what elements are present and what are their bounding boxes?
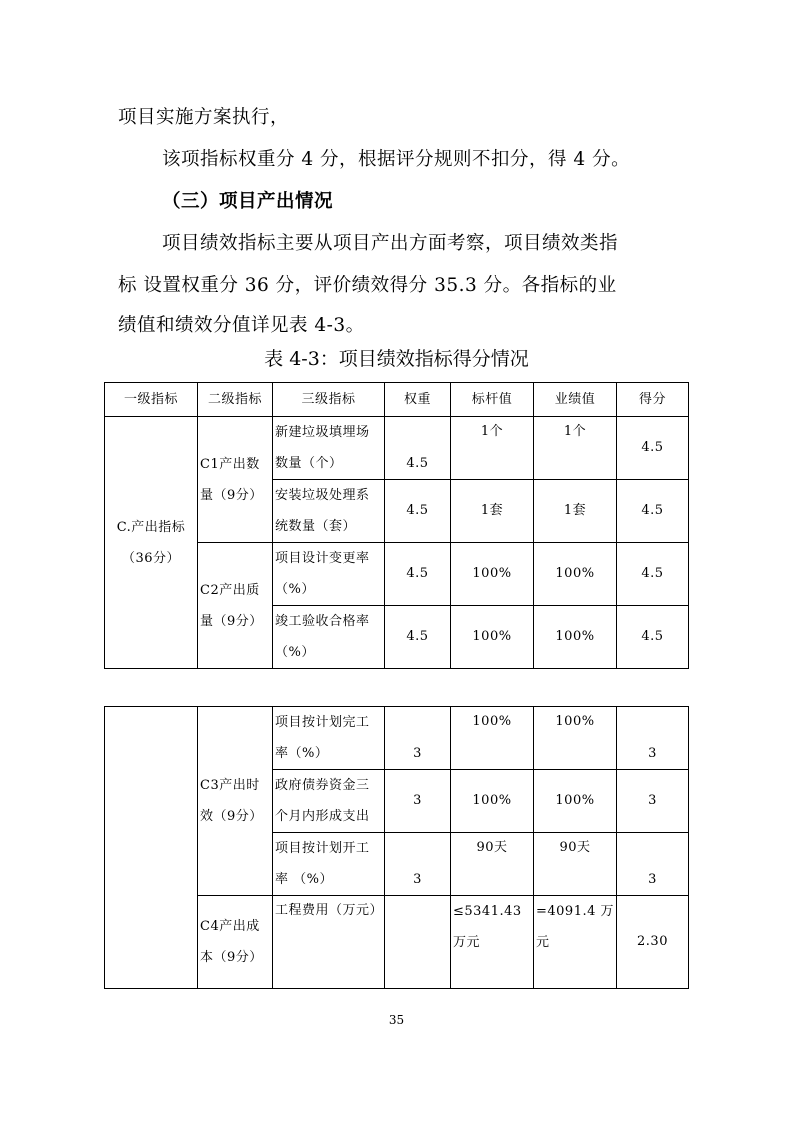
page-number: 35 xyxy=(388,1013,405,1027)
level3-indicator: 项目按计划完工率（%） xyxy=(273,707,385,770)
weight-value: 3 xyxy=(385,833,451,896)
score-value: 3 xyxy=(617,770,689,833)
paragraph-line: 该项指标权重分 4 分，根据评分规则不扣分，得 4 分。 xyxy=(162,149,631,170)
score-value: 4.5 xyxy=(617,606,689,669)
actual-value: 100% xyxy=(534,543,617,606)
benchmark-value: 100% xyxy=(451,606,534,669)
table-header-row xyxy=(105,383,689,417)
table-row xyxy=(105,417,689,480)
score-value: 4.5 xyxy=(617,480,689,543)
benchmark-value: ≤5341.43万元 xyxy=(451,896,534,989)
actual-value: 1套 xyxy=(534,480,617,543)
actual-value: 1个 xyxy=(534,417,617,480)
level3-indicator: 政府债券资金三个月内形成支出 xyxy=(273,770,385,833)
paragraph-line: 标 设置权重分 36 分，评价绩效得分 35.3 分。各指标的业 xyxy=(118,275,617,296)
level1-indicator: C.产出指标（36分） xyxy=(105,417,198,669)
paragraph-line: 项目实施方案执行， xyxy=(118,107,290,128)
level1-indicator-continued xyxy=(105,707,198,989)
header-level3: 三级指标 xyxy=(273,383,385,417)
weight-value: 3 xyxy=(385,707,451,770)
actual-value: 100% xyxy=(534,770,617,833)
header-weight: 权重 xyxy=(385,383,451,417)
header-actual: 业绩值 xyxy=(534,383,617,417)
score-value: 4.5 xyxy=(617,417,689,480)
score-value: 3 xyxy=(617,833,689,896)
benchmark-value: 100% xyxy=(451,543,534,606)
actual-value: 100% xyxy=(534,606,617,669)
benchmark-value: 100% xyxy=(451,770,534,833)
score-value: 2.30 xyxy=(617,896,689,989)
table-caption: 表 4-3：项目绩效指标得分情况 xyxy=(264,348,529,370)
level2-indicator: C1产出数量（9分） xyxy=(198,417,273,543)
benchmark-value: 1个 xyxy=(451,417,534,480)
actual-value: =4091.4 万元 xyxy=(534,896,617,989)
paragraph-line: 项目绩效指标主要从项目产出方面考察，项目绩效类指 xyxy=(162,233,619,254)
header-level1: 一级指标 xyxy=(105,383,198,417)
actual-value: 90天 xyxy=(534,833,617,896)
weight-value: 3 xyxy=(385,770,451,833)
benchmark-value: 1套 xyxy=(451,480,534,543)
score-value: 4.5 xyxy=(617,543,689,606)
weight-value xyxy=(385,896,451,989)
weight-value: 4.5 xyxy=(385,606,451,669)
weight-value: 4.5 xyxy=(385,543,451,606)
level3-indicator: 项目设计变更率（%） xyxy=(273,543,385,606)
benchmark-value: 100% xyxy=(451,707,534,770)
actual-value: 100% xyxy=(534,707,617,770)
weight-value: 4.5 xyxy=(385,480,451,543)
paragraph-line: 绩值和绩效分值详见表 4-3。 xyxy=(118,315,365,336)
score-table-part-1 xyxy=(104,382,689,669)
level3-indicator: 新建垃圾填埋场数量（个） xyxy=(273,417,385,480)
weight-value: 4.5 xyxy=(385,417,451,480)
header-score: 得分 xyxy=(617,383,689,417)
level2-indicator: C3产出时效（9分） xyxy=(198,707,273,896)
level2-indicator: C4产出成本（9分） xyxy=(198,896,273,989)
level3-indicator: 安装垃圾处理系统数量（套） xyxy=(273,480,385,543)
level2-indicator: C2产出质量（9分） xyxy=(198,543,273,669)
level3-indicator: 竣工验收合格率（%） xyxy=(273,606,385,669)
header-benchmark: 标杆值 xyxy=(451,383,534,417)
header-level2: 二级指标 xyxy=(198,383,273,417)
section-heading: （三）项目产出情况 xyxy=(162,191,334,212)
table-row xyxy=(105,707,689,770)
score-table-part-2 xyxy=(104,706,689,989)
score-value: 3 xyxy=(617,707,689,770)
benchmark-value: 90天 xyxy=(451,833,534,896)
level3-indicator: 工程费用（万元） xyxy=(273,896,385,989)
level3-indicator: 项目按计划开工率 （%） xyxy=(273,833,385,896)
